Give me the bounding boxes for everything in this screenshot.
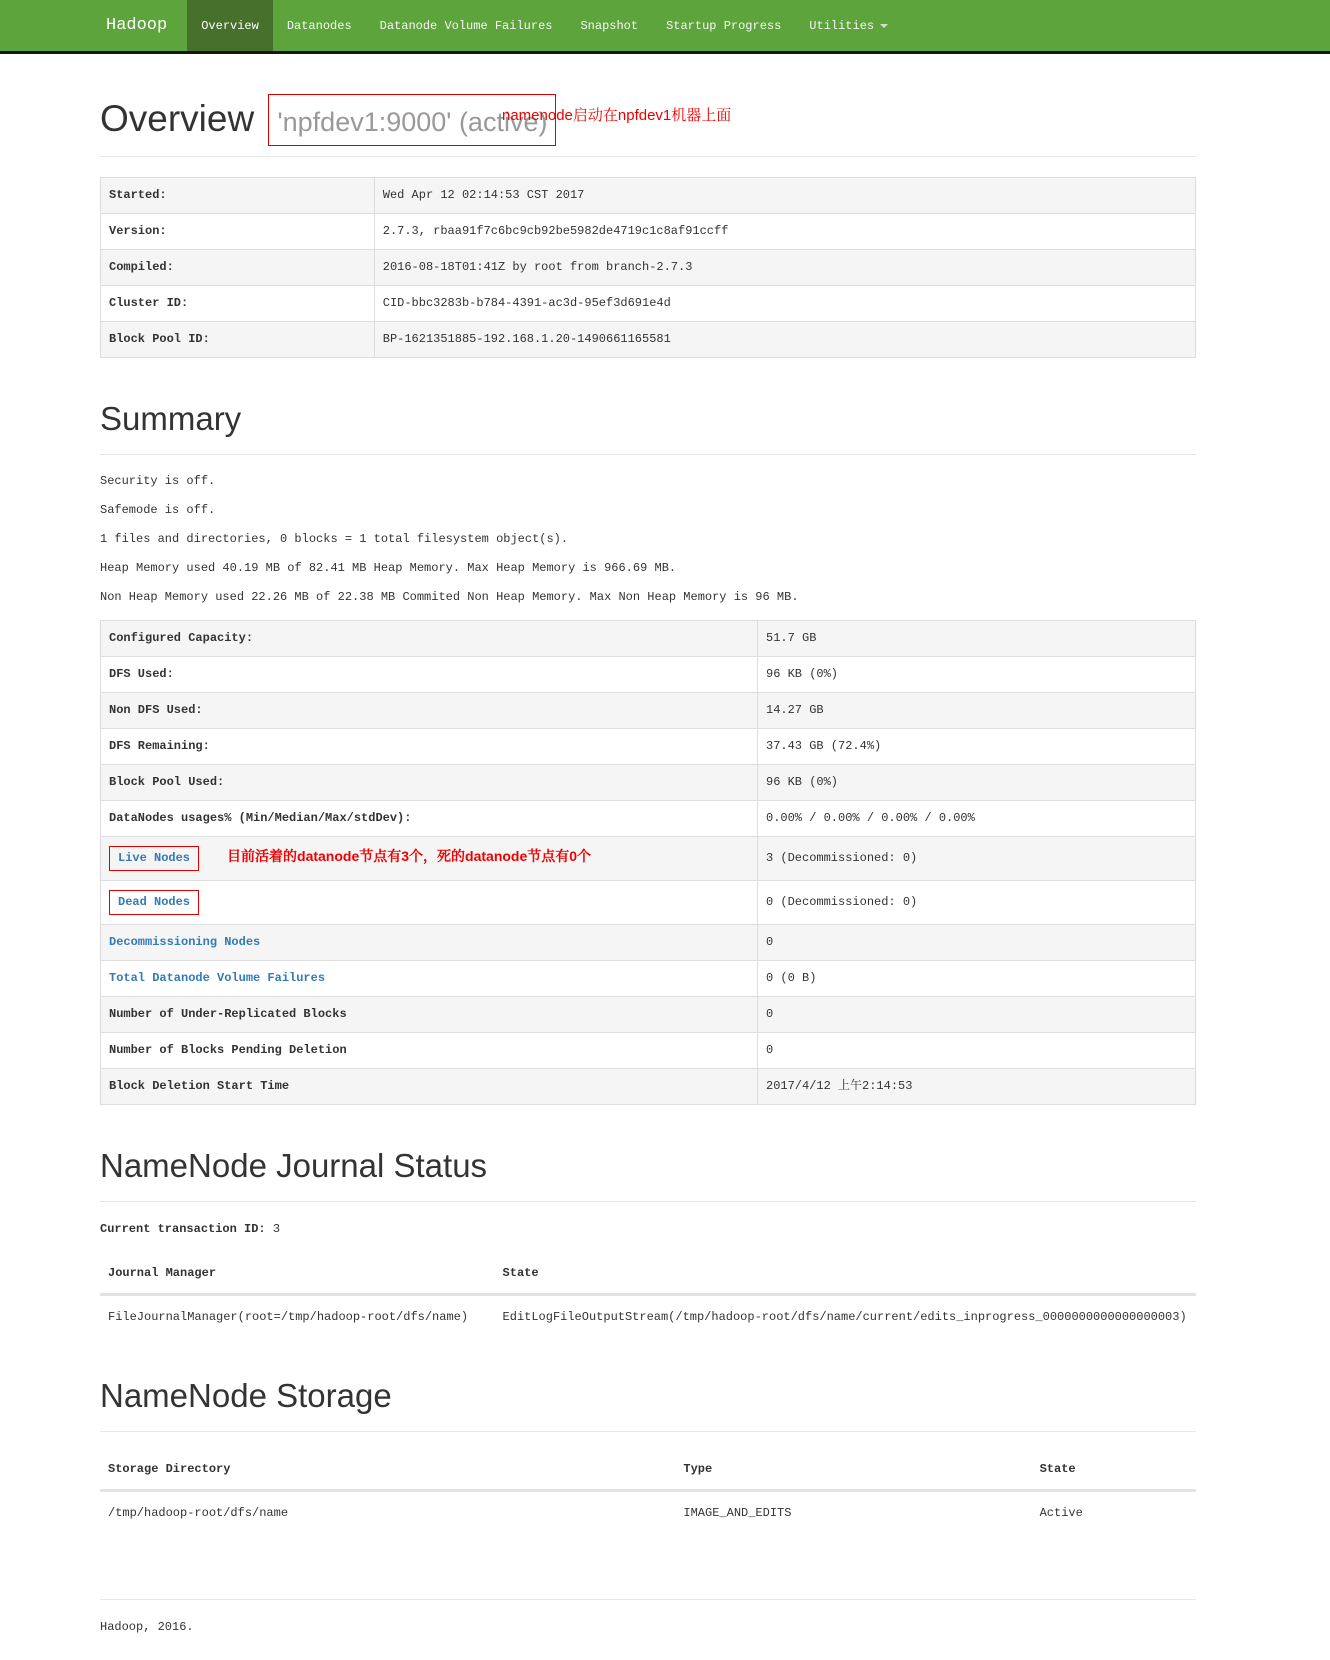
storage-directory-value: /tmp/hadoop-root/dfs/name: [108, 1506, 289, 1520]
summary-title: Summary: [100, 400, 242, 437]
tab-snapshot[interactable]: [566, 0, 652, 51]
summary-value: 3 (Decommissioned: 0): [758, 837, 1196, 881]
table-header-row: [100, 1452, 1196, 1491]
storage-state-header: State: [1032, 1452, 1196, 1491]
info-label: Cluster ID:: [101, 286, 375, 322]
page-title: Overview: [100, 98, 255, 139]
dead-nodes-link[interactable]: Dead Nodes: [118, 895, 191, 909]
page-container: [100, 94, 1196, 1634]
summary-line-filesystem: 1 files and directories, 0 blocks = 1 total filesystem object(s).: [100, 532, 569, 546]
summary-value: 96 KB (0%): [758, 657, 1196, 693]
table-row: [100, 1295, 1196, 1336]
summary-value: 0: [758, 925, 1196, 961]
summary-value: 0: [758, 1033, 1196, 1069]
table-row: [101, 322, 1196, 358]
summary-line-nonheap: Non Heap Memory used 22.26 MB of 22.38 MB Commited Non Heap Memory. Max Non Heap Memory is 96 MB.: [100, 590, 799, 604]
table-row: [101, 621, 1196, 657]
info-label: Block Pool ID:: [101, 322, 375, 358]
journal-table: [100, 1256, 1196, 1335]
caret-down-icon: [880, 24, 888, 28]
summary-value: 2017/4/12 上午2:14:53: [758, 1069, 1196, 1105]
tab-utilities-label: Utilities: [809, 18, 875, 33]
transaction-id-value: 3: [272, 1222, 281, 1236]
divider: [100, 156, 1196, 157]
tab-datanodes[interactable]: [273, 0, 366, 51]
table-row: [101, 729, 1196, 765]
summary-table: [100, 620, 1196, 1105]
tab-datanodes-label: Datanodes: [286, 18, 352, 33]
annotation-nodes-note: 目前活着的datanode节点有3个，死的datanode节点有0个: [227, 848, 592, 864]
summary-line-security: Security is off.: [100, 474, 216, 488]
table-header-row: [100, 1256, 1196, 1295]
tab-snapshot-label: Snapshot: [580, 18, 639, 33]
summary-label: Number of Blocks Pending Deletion: [101, 1033, 758, 1069]
tab-datanode-volume-failures-label: Datanode Volume Failures: [379, 18, 553, 33]
table-row: [101, 250, 1196, 286]
hadoop-brand-link[interactable]: Hadoop: [106, 16, 168, 35]
storage-type-value: IMAGE_AND_EDITS: [683, 1506, 792, 1520]
table-row: [101, 286, 1196, 322]
current-transaction-id: [100, 1222, 1196, 1236]
live-nodes-link[interactable]: Live Nodes: [118, 851, 191, 865]
info-label: Compiled:: [101, 250, 375, 286]
journal-title: NameNode Journal Status: [100, 1147, 488, 1184]
table-row: [101, 881, 1196, 925]
info-value: 2016-08-18T01:41Z by root from branch-2.7.3: [374, 250, 1195, 286]
tab-utilities-dropdown[interactable]: [795, 0, 902, 51]
volume-failures-cell: [101, 961, 758, 997]
journal-manager-header: Journal Manager: [100, 1256, 495, 1295]
tab-startup-progress-label: Startup Progress: [666, 18, 782, 33]
footer-text: Hadoop, 2016.: [100, 1620, 194, 1634]
info-value: BP-1621351885-192.168.1.20-1490661165581: [374, 322, 1195, 358]
summary-label: Number of Under-Replicated Blocks: [101, 997, 758, 1033]
summary-line-heap: Heap Memory used 40.19 MB of 82.41 MB Heap Memory. Max Heap Memory is 966.69 MB.: [100, 561, 677, 575]
dead-nodes-red-box: [109, 890, 199, 915]
volume-failures-link[interactable]: Total Datanode Volume Failures: [109, 971, 326, 985]
summary-value: 37.43 GB (72.4%): [758, 729, 1196, 765]
info-value: CID-bbc3283b-b784-4391-ac3d-95ef3d691e4d: [374, 286, 1195, 322]
summary-line-safemode: Safemode is off.: [100, 503, 216, 517]
table-row: [101, 214, 1196, 250]
info-value: Wed Apr 12 02:14:53 CST 2017: [374, 178, 1195, 214]
summary-label: DataNodes usages% (Min/Median/Max/stdDev):: [101, 801, 758, 837]
table-row: [101, 1069, 1196, 1105]
tab-startup-progress[interactable]: [652, 0, 795, 51]
divider: [100, 454, 1196, 455]
summary-value: 51.7 GB: [758, 621, 1196, 657]
table-row: [101, 693, 1196, 729]
summary-value: 14.27 GB: [758, 693, 1196, 729]
summary-label: Non DFS Used:: [101, 693, 758, 729]
decommissioning-nodes-cell: [101, 925, 758, 961]
summary-value: 0.00% / 0.00% / 0.00% / 0.00%: [758, 801, 1196, 837]
storage-type-header: Type: [675, 1452, 1031, 1491]
table-row: [101, 925, 1196, 961]
overview-info-table: [100, 177, 1196, 358]
table-row: [101, 837, 1196, 881]
table-row: [100, 1491, 1196, 1532]
summary-label: Block Deletion Start Time: [101, 1069, 758, 1105]
navbar-inner: [100, 0, 1330, 51]
table-row: [101, 178, 1196, 214]
summary-value: 0 (Decommissioned: 0): [758, 881, 1196, 925]
dead-nodes-cell: [101, 881, 758, 925]
journal-state-value: EditLogFileOutputStream(/tmp/hadoop-root/dfs/name/current/edits_inprogress_0000000000000000003): [502, 1310, 1187, 1324]
summary-value: 0 (0 B): [758, 961, 1196, 997]
table-row: [101, 1033, 1196, 1069]
footer-divider: [100, 1599, 1196, 1600]
info-label: Started:: [101, 178, 375, 214]
transaction-id-label: Current transaction ID:: [100, 1222, 266, 1236]
table-row: [101, 801, 1196, 837]
top-navbar: [0, 0, 1330, 54]
tab-datanode-volume-failures[interactable]: [366, 0, 567, 51]
navbar-tabs: [187, 0, 902, 51]
namenode-address: 'npfdev1:9000' (active): [277, 107, 548, 137]
info-value: 2.7.3, rbaa91f7c6bc9cb92be5982de4719c1c8af91ccff: [374, 214, 1195, 250]
storage-title: NameNode Storage: [100, 1377, 392, 1414]
journal-state-header: State: [495, 1256, 1196, 1295]
annotation-namenode-note: namenode启动在npfdev1机器上面: [502, 107, 732, 124]
decommissioning-nodes-link[interactable]: Decommissioning Nodes: [109, 935, 261, 949]
summary-label: DFS Used:: [101, 657, 758, 693]
storage-state-value: Active: [1039, 1506, 1083, 1520]
table-row: [101, 997, 1196, 1033]
table-row: [101, 765, 1196, 801]
live-nodes-cell: [101, 837, 758, 881]
tab-overview[interactable]: [187, 0, 273, 51]
summary-label: DFS Remaining:: [101, 729, 758, 765]
table-row: [101, 961, 1196, 997]
summary-label: Configured Capacity:: [101, 621, 758, 657]
journal-manager-value: FileJournalManager(root=/tmp/hadoop-root/dfs/name): [108, 1310, 469, 1324]
storage-table: [100, 1452, 1196, 1531]
divider: [100, 1201, 1196, 1202]
storage-directory-header: Storage Directory: [100, 1452, 675, 1491]
summary-value: 0: [758, 997, 1196, 1033]
summary-label: Block Pool Used:: [101, 765, 758, 801]
divider: [100, 1431, 1196, 1432]
tab-overview-label: Overview: [201, 18, 259, 33]
table-row: [101, 657, 1196, 693]
info-label: Version:: [101, 214, 375, 250]
live-nodes-red-box: [109, 846, 199, 871]
summary-value: 96 KB (0%): [758, 765, 1196, 801]
